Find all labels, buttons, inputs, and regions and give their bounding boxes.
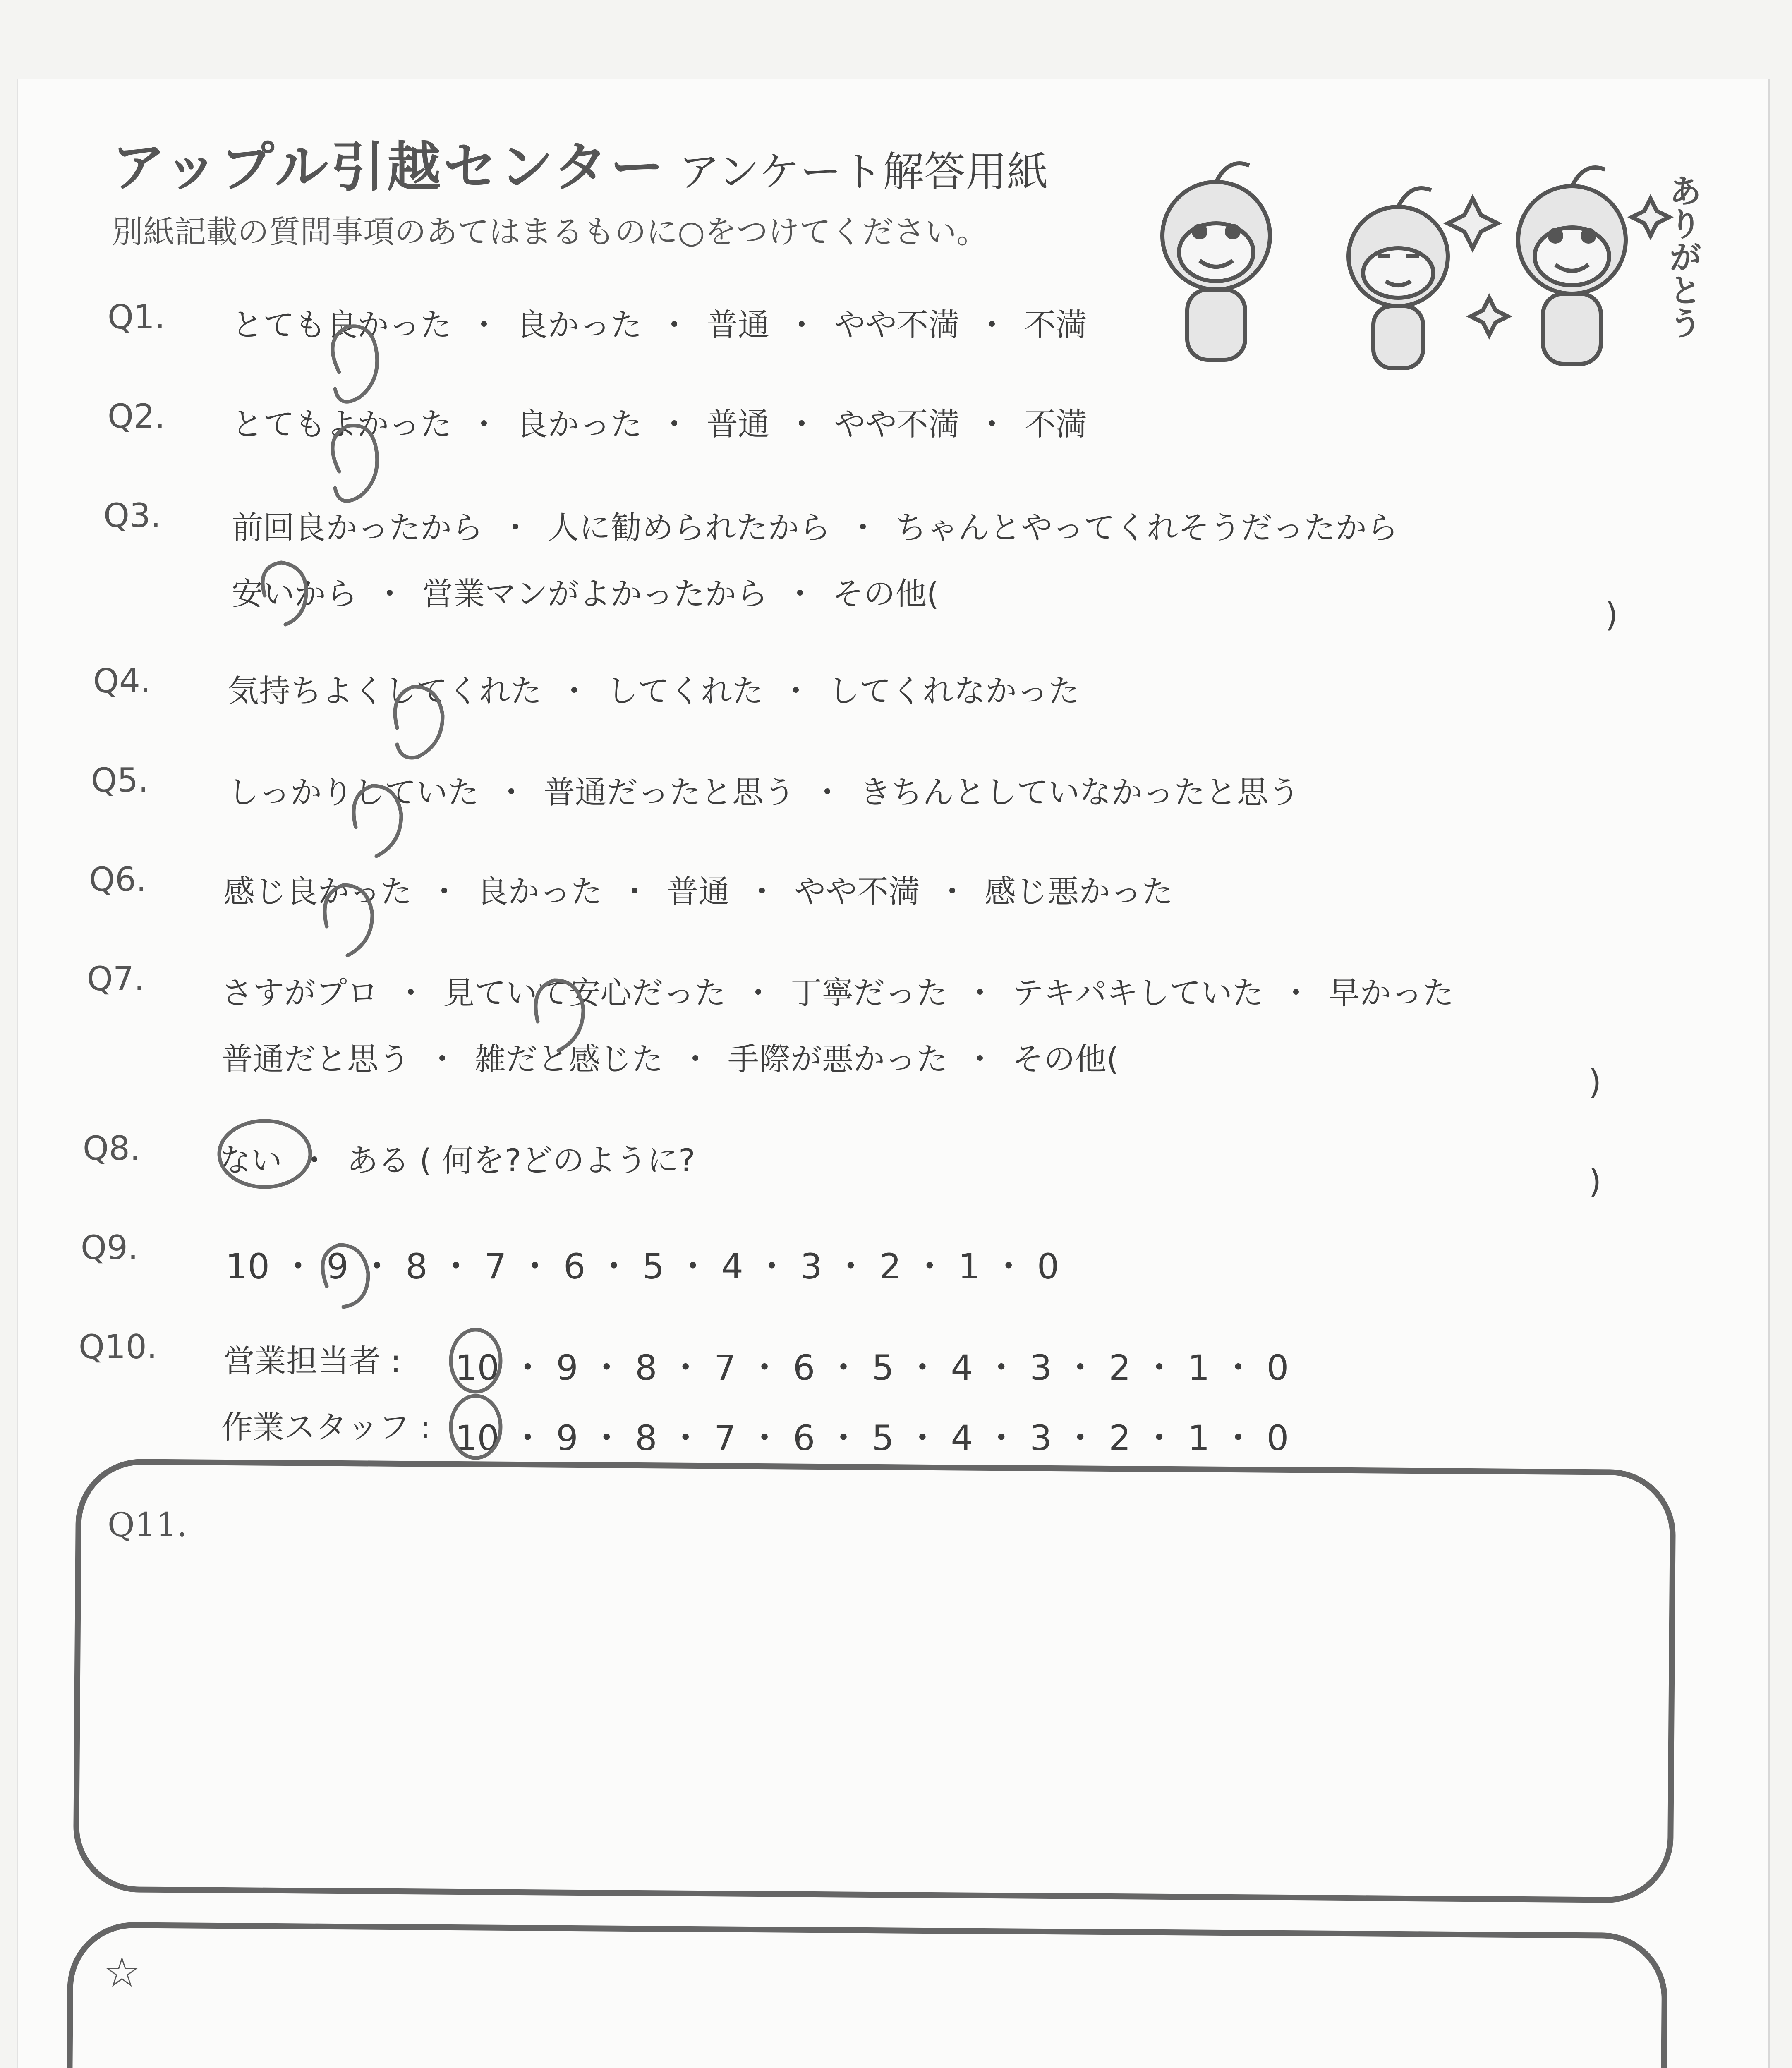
- q10-staff-mark: [451, 1396, 501, 1458]
- q4-option-3[interactable]: してくれなかった: [828, 673, 1080, 709]
- q2-mark: [333, 426, 377, 501]
- q1-label: Q1.: [108, 298, 165, 336]
- q6-mark: [325, 885, 372, 955]
- q8-option-2[interactable]: ある ( 何を?どのように?: [347, 1142, 695, 1179]
- q3-options-line1: 前回良かったから ・ 人に勧められたから ・ ちゃんとやってくれそうだったから: [232, 509, 1398, 546]
- q6-option-4[interactable]: やや不満: [794, 873, 920, 910]
- star-comment-box[interactable]: [65, 1922, 1668, 2068]
- q7-paren-close: ): [1588, 1063, 1602, 1101]
- q3-option-4[interactable]: 安いから: [232, 575, 357, 612]
- q8-options: ない ・ ある ( 何を?どのように?: [219, 1142, 695, 1179]
- q4-options: 気持ちよくしてくれた ・ してくれた ・ してくれなかった: [228, 673, 1080, 709]
- q1-mark: [333, 326, 377, 402]
- q3-mark: [263, 562, 306, 625]
- q6-option-1[interactable]: 感じ良かった: [223, 873, 412, 910]
- q3-label: Q3.: [103, 496, 161, 535]
- q6-option-5[interactable]: 感じ悪かった: [985, 873, 1173, 910]
- q2-option-5[interactable]: 不満: [1024, 406, 1087, 443]
- q4-option-2[interactable]: してくれた: [606, 673, 764, 709]
- q9-scale[interactable]: 10 ・ 9 ・ 8 ・ 7 ・ 6 ・ 5 ・ 4 ・ 3 ・ 2 ・ 1 ・ 0: [225, 1246, 1059, 1287]
- q7-option-1[interactable]: さすがプロ: [221, 974, 379, 1011]
- q8-label: Q8.: [83, 1129, 141, 1168]
- star-label: ☆: [103, 1948, 141, 1996]
- q3-paren-close: ): [1605, 596, 1618, 634]
- q5-mark: [354, 786, 401, 856]
- q9-mark: [323, 1245, 368, 1307]
- q5-option-2[interactable]: 普通だったと思う: [544, 774, 795, 811]
- q3-option-1[interactable]: 前回良かったから: [232, 509, 483, 546]
- q3-options-line2: 安いから ・ 営業マンがよかったから ・ その他(: [232, 575, 939, 612]
- q10-sales-label: 営業担当者 :: [223, 1343, 401, 1379]
- q7-option-6[interactable]: 普通だと思う: [221, 1041, 410, 1077]
- q6-option-3[interactable]: 普通: [667, 873, 730, 910]
- q2-label: Q2.: [108, 397, 165, 436]
- form-subtitle: アンケート解答用紙: [678, 148, 1048, 196]
- q7-options-line1: さすがプロ ・ 見ていて安心だった ・ 丁寧だった ・ テキパキしていた ・ 早かった: [221, 974, 1454, 1011]
- q2-option-2[interactable]: 良かった: [516, 406, 642, 443]
- q1-option-4[interactable]: やや不満: [834, 306, 960, 343]
- q10-sales-scale[interactable]: 10 ・ 9 ・ 8 ・ 7 ・ 6 ・ 5 ・ 4 ・ 3 ・ 2 ・ 1 ・ 0: [455, 1348, 1289, 1388]
- q3-option-2[interactable]: 人に勧められたから: [548, 509, 831, 546]
- q4-option-1[interactable]: 気持ちよくしてくれた: [228, 673, 542, 709]
- q11-comment-box[interactable]: [73, 1459, 1676, 1903]
- q5-option-3[interactable]: きちんとしていなかったと思う: [860, 774, 1300, 811]
- q8-paren-close: ): [1588, 1162, 1602, 1201]
- q8-mark: [219, 1121, 310, 1187]
- q3-option-6[interactable]: その他(: [832, 575, 939, 612]
- q5-label: Q5.: [91, 761, 149, 799]
- q7-option-7[interactable]: 雑だと感じた: [474, 1041, 663, 1077]
- q7-option-3[interactable]: 丁寧だった: [791, 974, 948, 1011]
- q7-option-9[interactable]: その他(: [1012, 1041, 1119, 1077]
- q9-label: Q9.: [81, 1228, 139, 1267]
- q8-option-1[interactable]: ない: [219, 1142, 282, 1179]
- q7-label: Q7.: [87, 960, 145, 998]
- q7-mark: [536, 980, 583, 1051]
- q11-label: Q11.: [108, 1506, 187, 1544]
- q5-option-1[interactable]: しっかりしていた: [228, 774, 479, 811]
- q6-options: 感じ良かった ・ 良かった ・ 普通 ・ やや不満 ・ 感じ悪かった: [223, 873, 1173, 910]
- q10-staff-scale[interactable]: 10 ・ 9 ・ 8 ・ 7 ・ 6 ・ 5 ・ 4 ・ 3 ・ 2 ・ 1 ・ 0: [455, 1418, 1289, 1458]
- q3-option-3[interactable]: ちゃんとやってくれそうだったから: [895, 509, 1398, 546]
- q2-option-3[interactable]: 普通: [707, 406, 769, 443]
- q10-sales-mark: [451, 1330, 501, 1392]
- q2-option-4[interactable]: やや不満: [834, 406, 960, 443]
- q1-option-5[interactable]: 不満: [1024, 306, 1087, 343]
- instruction-text: 別紙記載の質問事項のあてはまるものに○をつけてください。: [112, 213, 988, 250]
- q7-option-5[interactable]: 早かった: [1328, 974, 1454, 1011]
- q4-label: Q4.: [93, 662, 151, 700]
- company-title: アップル引越センター: [112, 136, 666, 199]
- q7-option-8[interactable]: 手際が悪かった: [728, 1041, 948, 1077]
- q1-option-2[interactable]: 良かった: [516, 306, 642, 343]
- q1-option-3[interactable]: 普通: [707, 306, 769, 343]
- q4-mark: [395, 687, 443, 758]
- q5-options: しっかりしていた ・ 普通だったと思う ・ きちんとしていなかったと思う: [228, 774, 1300, 811]
- q7-option-2[interactable]: 見ていて安心だった: [443, 974, 726, 1011]
- q6-label: Q6.: [89, 860, 147, 899]
- q7-option-4[interactable]: テキパキしていた: [1012, 974, 1264, 1011]
- q1-options: とても良かった ・ 良かった ・ 普通 ・ やや不満 ・ 不満: [232, 306, 1087, 343]
- q2-option-1[interactable]: とてもよかった: [232, 406, 452, 443]
- q10-staff-label: 作業スタッフ :: [221, 1409, 431, 1446]
- q2-options: とてもよかった ・ 良かった ・ 普通 ・ やや不満 ・ 不満: [232, 406, 1087, 443]
- q3-option-5[interactable]: 営業マンがよかったから: [422, 575, 768, 612]
- q10-label: Q10.: [79, 1328, 158, 1366]
- q7-options-line2: 普通だと思う ・ 雑だと感じた ・ 手際が悪かった ・ その他(: [221, 1041, 1119, 1077]
- q6-option-2[interactable]: 良かった: [477, 873, 602, 910]
- q1-option-1[interactable]: とても良かった: [232, 306, 452, 343]
- mascot-thanks-text: ありがとう: [1663, 174, 1702, 339]
